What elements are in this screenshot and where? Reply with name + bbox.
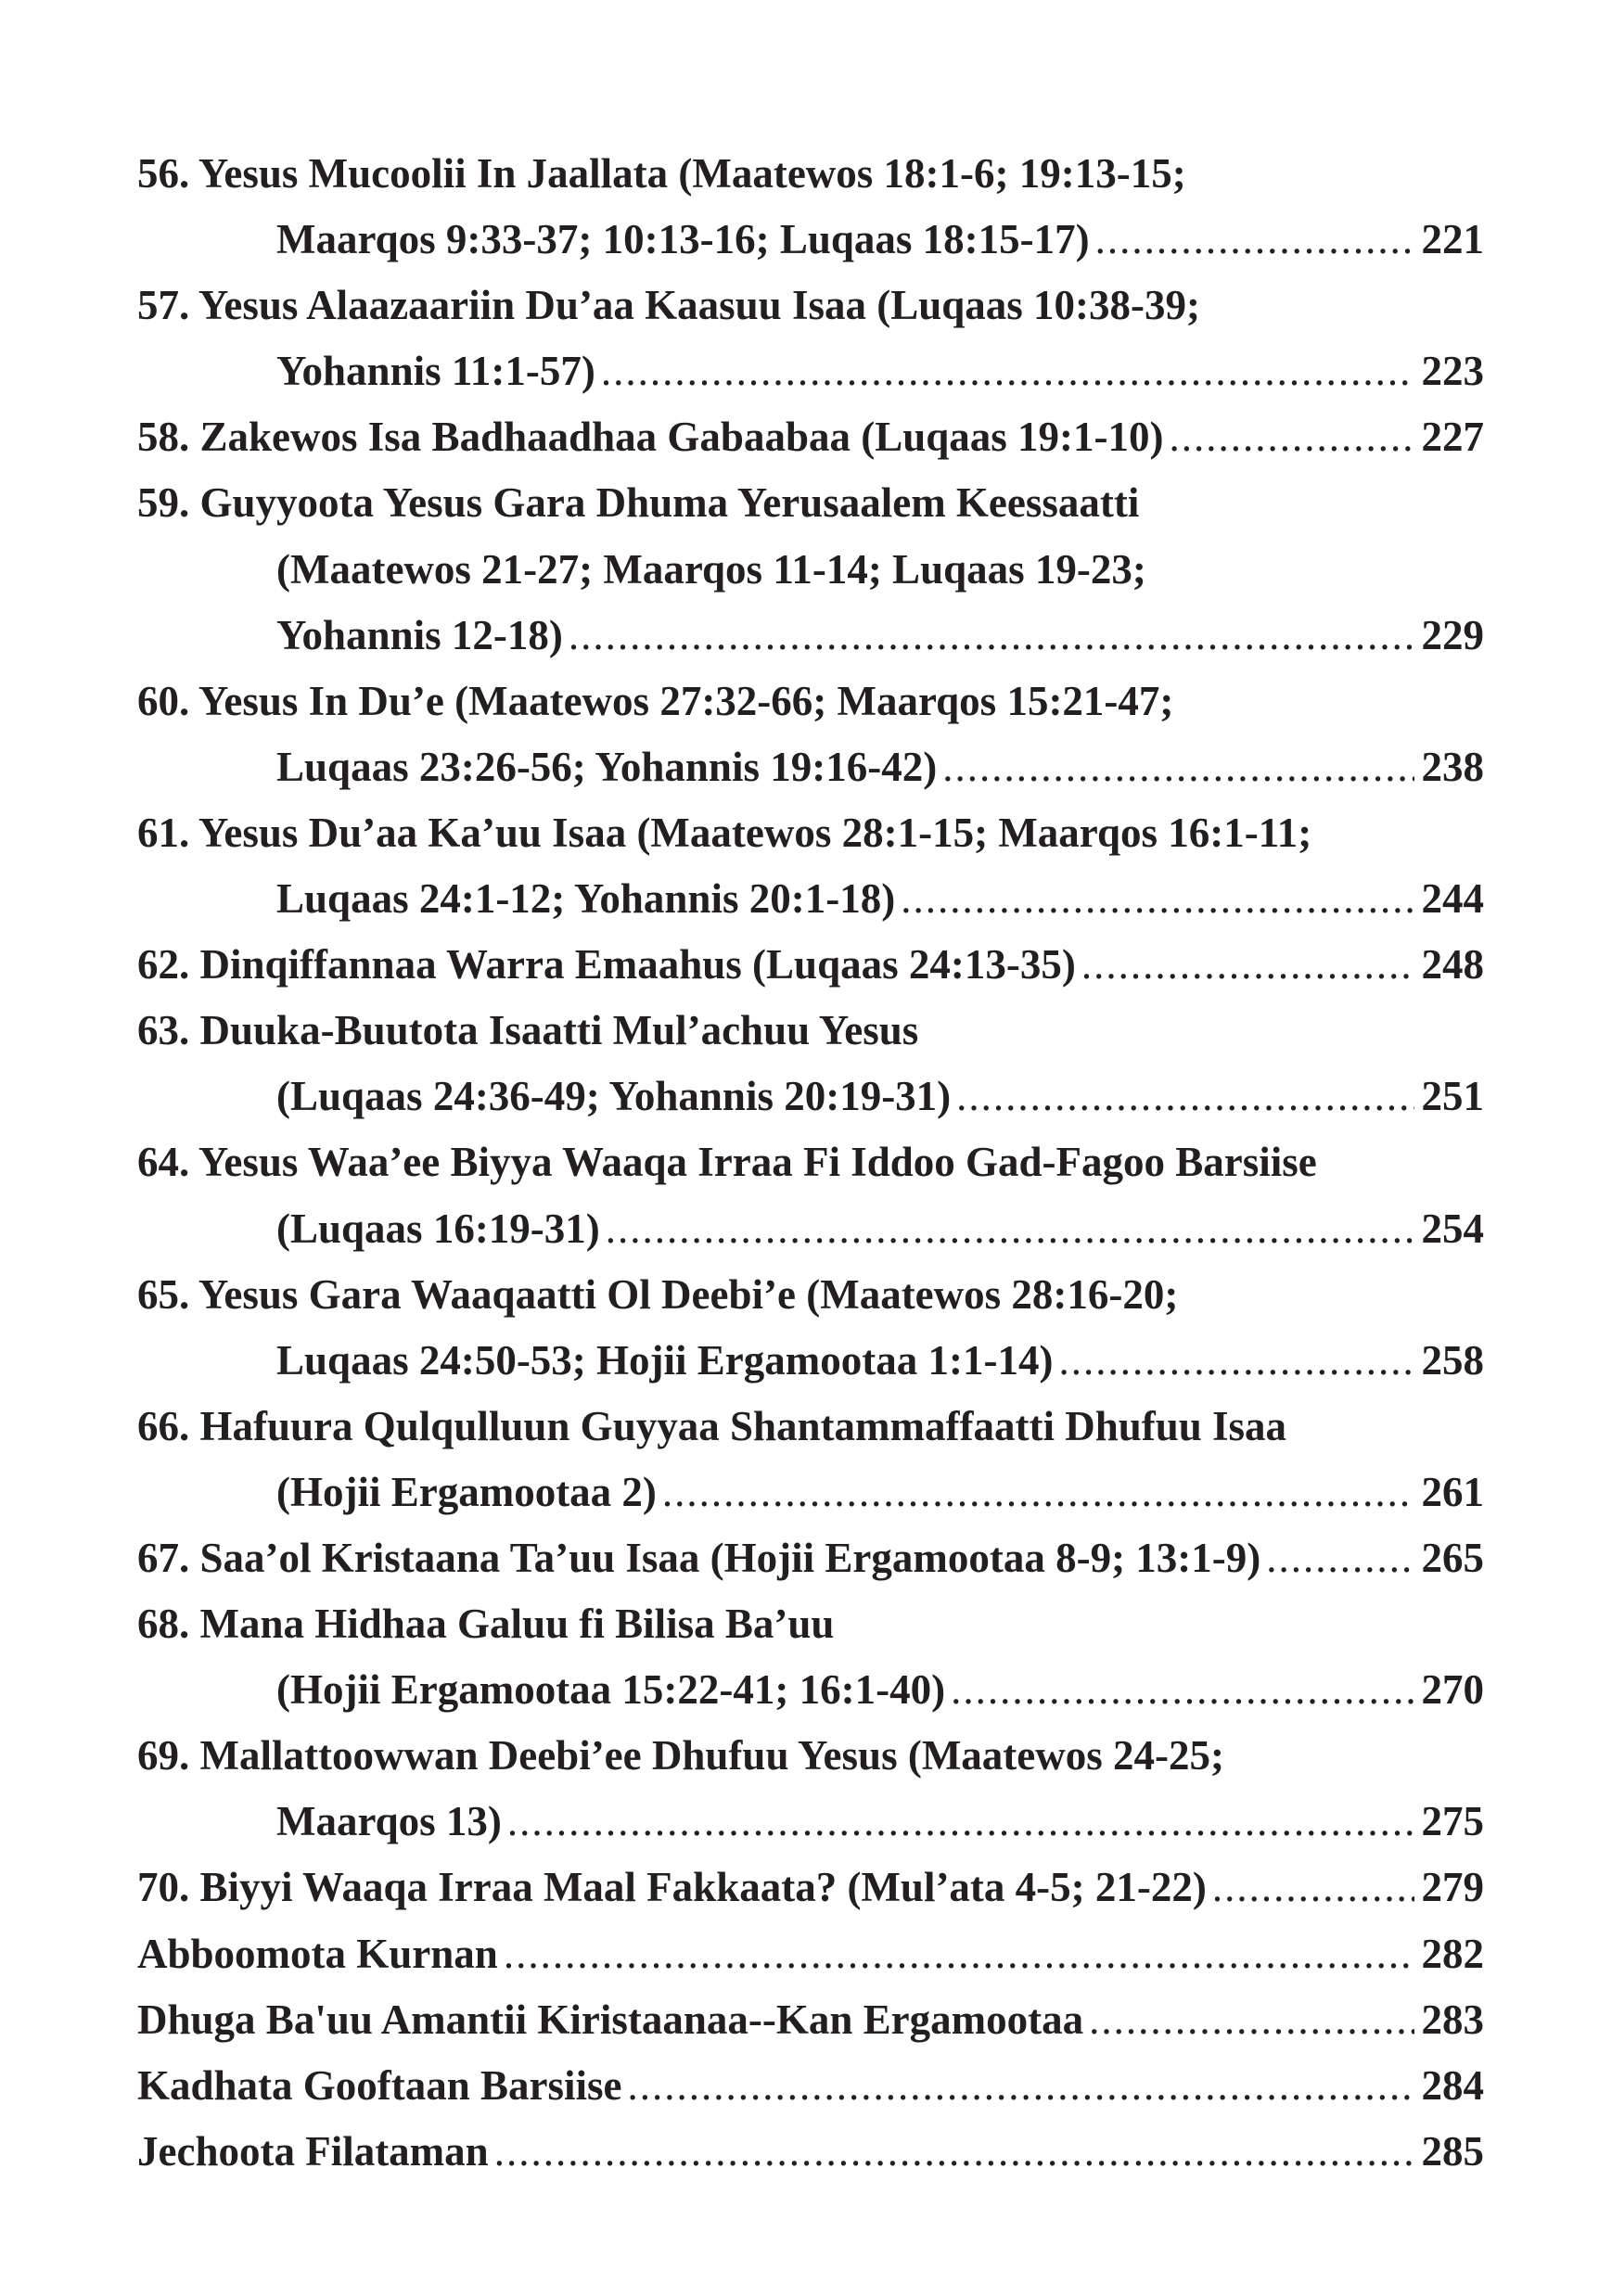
toc-entry-title: Jechoota Filataman [137,2127,489,2175]
dot-leader [901,866,1414,932]
toc-entry-title-continued: Yohannis 11:1-57) [276,348,595,395]
dot-leader [494,2119,1414,2185]
dot-leader [951,1657,1414,1723]
page-number: 258 [1421,1336,1484,1384]
toc-entry-title-continued: Yohannis 12-18) [276,611,563,658]
toc-entry-title: 64. Yesus Waa’ee Biyya Waaqa Irraa Fi Iddoo Gad-Fagoo Barsiise [137,1139,1317,1186]
dot-leader [1212,1855,1414,1920]
toc-entry-title: 63. Duuka-Buutota Isaatti Mul’achuu Yesus [137,1007,919,1054]
dot-leader [569,603,1414,669]
page-number: 229 [1421,611,1484,658]
toc-entry-title-continued: (Luqaas 16:19-31) [276,1205,600,1252]
dot-leader [1170,404,1414,470]
dot-leader [507,1789,1414,1855]
toc-entry-title: 62. Dinqiffannaa Warra Emaahus (Luqaas 24:13-35) [137,941,1076,989]
toc-entry-abboomota-kurnan[interactable] [137,1921,1484,1987]
toc-entry-title: Abboomota Kurnan [137,1930,498,1977]
toc-entry-kadhata-gooftaan[interactable] [137,2053,1484,2119]
page-number: 283 [1421,1996,1484,2043]
toc-entry-title-continued: Maarqos 9:33-37; 10:13-16; Luqaas 18:15-17) [276,216,1090,263]
dot-leader [956,1064,1414,1129]
toc-entry-title: 67. Saa’ol Kristaana Ta’uu Isaa (Hojii Ergamootaa 8-9; 13:1-9) [137,1534,1261,1581]
dot-leader [1095,207,1414,273]
toc-entry-title: 56. Yesus Mucoolii In Jaallata (Maatewos 18:1-6; 19:13-15; [137,150,1186,197]
page-number: 270 [1421,1666,1484,1714]
toc-entry-title-continued: Luqaas 24:1-12; Yohannis 20:1-18) [276,875,896,923]
toc-entry-title: 70. Biyyi Waaqa Irraa Maal Fakkaata? (Mul’ata 4-5; 21-22) [137,1864,1207,1911]
toc-entry-title-continued: Luqaas 23:26-56; Yohannis 19:16-42) [276,743,938,790]
toc-entry-63[interactable] [137,998,1484,1129]
toc-entry-title-continued: (Hojii Ergamootaa 2) [276,1468,657,1515]
toc-entry-68[interactable] [137,1591,1484,1723]
toc-entry-56[interactable] [137,141,1484,273]
toc-entry-title: 68. Mana Hidhaa Galuu fi Bilisa Ba’uu [137,1601,835,1648]
toc-entry-title: Dhuga Ba'uu Amantii Kiristaanaa--Kan Ergamootaa [137,1996,1084,2043]
toc-entry-title: 58. Zakewos Isa Badhaadhaa Gabaabaa (Luqaas 19:1-10) [137,414,1164,461]
toc-entry-65[interactable] [137,1262,1484,1394]
toc-entry-69[interactable] [137,1723,1484,1855]
toc-entry-64[interactable] [137,1129,1484,1261]
toc-entry-title-continued: (Maatewos 21-27; Maarqos 11-14; Luqaas 19-23; [276,545,1146,593]
page-number: 251 [1421,1073,1484,1120]
toc-entry-title: 69. Mallattoowwan Deebi’ee Dhufuu Yesus (Maatewos 24-25; [137,1732,1224,1779]
toc-entry-title: 61. Yesus Du’aa Ka’uu Isaa (Maatewos 28:1-15; Maarqos 16:1-11; [137,809,1312,856]
page-number: 284 [1421,2061,1484,2109]
toc-entry-jechoota-filataman[interactable] [137,2119,1484,2185]
dot-leader [662,1460,1414,1525]
table-of-contents [137,141,1484,2185]
page-number: 282 [1421,1930,1484,1977]
page-number: 227 [1421,414,1484,461]
page-number: 248 [1421,941,1484,989]
toc-entry-62[interactable] [137,932,1484,998]
toc-entry-title: 57. Yesus Alaazaariin Du’aa Kaasuu Isaa (Luqaas 10:38-39; [137,282,1200,329]
toc-entry-title: 60. Yesus In Du’e (Maatewos 27:32-66; Maarqos 15:21-47; [137,677,1174,724]
page-number: 279 [1421,1864,1484,1911]
toc-entry-title-continued: Maarqos 13) [276,1798,502,1845]
dot-leader [601,338,1414,404]
page-number: 238 [1421,743,1484,790]
page-number: 285 [1421,2127,1484,2175]
toc-entry-57[interactable] [137,273,1484,404]
toc-entry-title-continued: (Luqaas 24:36-49; Yohannis 20:19-31) [276,1073,952,1120]
toc-entry-title: Kadhata Gooftaan Barsiise [137,2061,622,2109]
toc-entry-60[interactable] [137,669,1484,800]
page-number: 275 [1421,1798,1484,1845]
dot-leader [504,1921,1414,1987]
page-number: 261 [1421,1468,1484,1515]
page-number: 265 [1421,1534,1484,1581]
dot-leader [628,2053,1414,2119]
dot-leader [606,1196,1414,1262]
dot-leader [942,734,1414,800]
toc-entry-dhuga-bauu[interactable] [137,1987,1484,2053]
toc-entry-title: 65. Yesus Gara Waaqaatti Ol Deebi’e (Maatewos 28:16-20; [137,1270,1179,1318]
dot-leader [1089,1987,1414,2053]
page-number: 254 [1421,1205,1484,1252]
toc-entry-title-continued: Luqaas 24:50-53; Hojii Ergamootaa 1:1-14) [276,1336,1054,1384]
dot-leader [1058,1328,1414,1394]
dot-leader [1081,932,1414,998]
toc-entry-title: 66. Hafuura Qulqulluun Guyyaa Shantammaffaatti Dhufuu Isaa [137,1402,1287,1449]
toc-entry-67[interactable] [137,1525,1484,1591]
page-number: 221 [1421,216,1484,263]
toc-entry-title: 59. Guyyoota Yesus Gara Dhuma Yerusaalem Keessaatti [137,479,1140,527]
toc-entry-58[interactable] [137,404,1484,470]
toc-entry-70[interactable] [137,1855,1484,1920]
toc-entry-66[interactable] [137,1394,1484,1525]
toc-entry-59[interactable] [137,470,1484,668]
dot-leader [1266,1525,1414,1591]
toc-entry-61[interactable] [137,800,1484,932]
page-number: 223 [1421,348,1484,395]
page-number: 244 [1421,875,1484,923]
toc-entry-title-continued: (Hojii Ergamootaa 15:22-41; 16:1-40) [276,1666,946,1714]
